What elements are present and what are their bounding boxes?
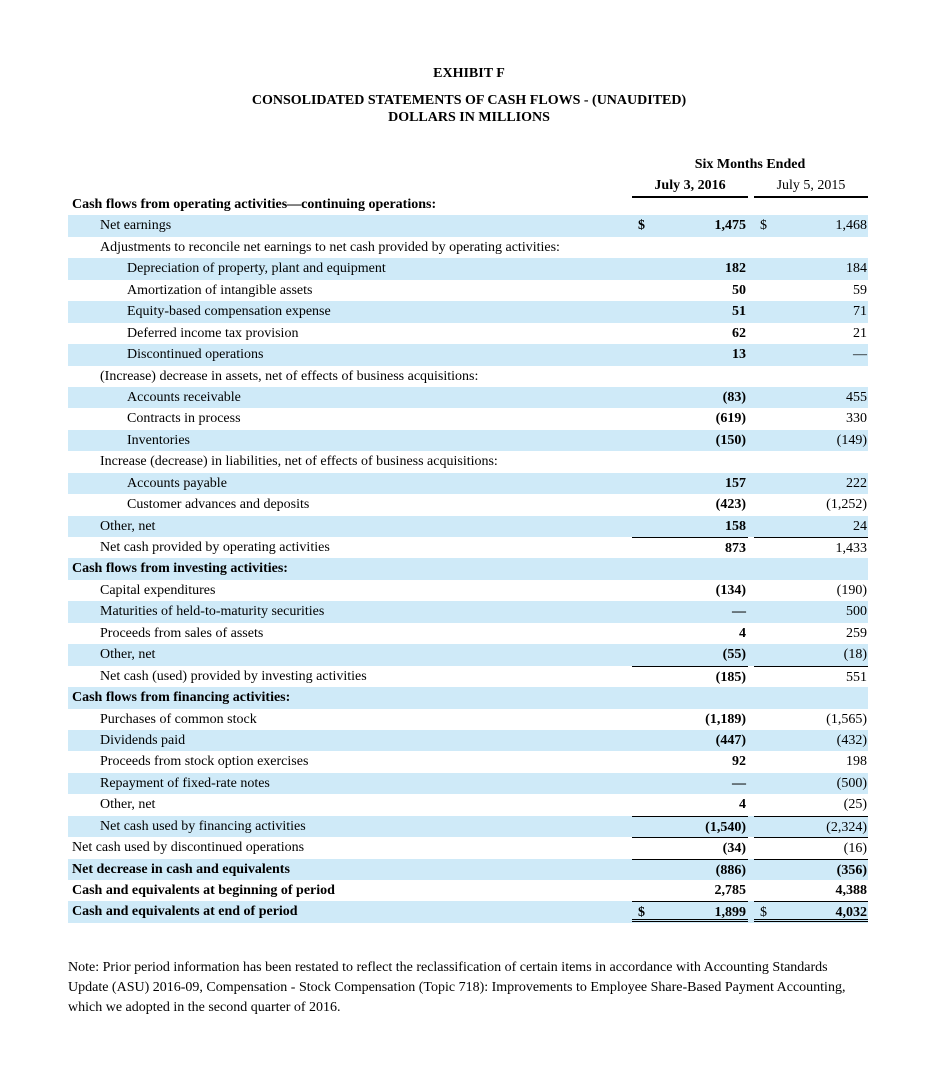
value-2016: (1,540) bbox=[705, 819, 746, 835]
cell-2016 bbox=[632, 816, 748, 837]
table-row bbox=[68, 494, 868, 515]
table-row bbox=[68, 558, 868, 579]
row-label: Equity-based compensation expense bbox=[127, 304, 331, 320]
table-row bbox=[68, 323, 868, 344]
row-label: Net cash used by financing activities bbox=[100, 818, 306, 834]
value-2016: 182 bbox=[725, 261, 746, 277]
currency-symbol: $ bbox=[760, 905, 767, 921]
row-label: Maturities of held-to-maturity securities bbox=[100, 604, 325, 620]
cell-2015 bbox=[754, 794, 868, 815]
value-2016: 4 bbox=[739, 625, 746, 641]
cell-2016 bbox=[632, 794, 748, 815]
value-2015: (432) bbox=[836, 732, 867, 748]
cell-2015 bbox=[754, 344, 868, 365]
cell-2015 bbox=[754, 773, 868, 794]
statement-subtitle: DOLLARS IN MILLIONS bbox=[388, 110, 550, 125]
value-2016: (447) bbox=[715, 732, 746, 748]
table-row bbox=[68, 687, 868, 708]
cell-2015 bbox=[754, 901, 868, 922]
cell-2015 bbox=[754, 430, 868, 451]
value-2016: 2,785 bbox=[714, 883, 746, 898]
value-2016: — bbox=[732, 604, 746, 620]
value-2016: (886) bbox=[715, 862, 746, 878]
table-row bbox=[68, 751, 868, 772]
value-2015: 71 bbox=[853, 304, 867, 320]
value-2015: 21 bbox=[853, 325, 867, 341]
cell-2015 bbox=[754, 880, 868, 901]
cell-2015 bbox=[754, 301, 868, 322]
value-2015: 1,433 bbox=[835, 541, 867, 556]
value-2016: 1,475 bbox=[714, 218, 746, 234]
cell-2015 bbox=[754, 837, 868, 858]
row-label: Proceeds from stock option exercises bbox=[100, 754, 309, 770]
row-label: Capital expenditures bbox=[100, 582, 216, 598]
currency-symbol: $ bbox=[638, 905, 645, 921]
row-label: Purchases of common stock bbox=[100, 711, 257, 727]
table-row bbox=[68, 473, 868, 494]
row-label: Discontinued operations bbox=[127, 347, 264, 363]
row-label: (Increase) decrease in assets, net of effects of business acquisitions: bbox=[100, 368, 479, 384]
value-2015: (356) bbox=[836, 862, 867, 878]
table-row bbox=[68, 237, 868, 258]
row-label: Amortization of intangible assets bbox=[127, 282, 313, 298]
row-label: Accounts receivable bbox=[127, 389, 241, 405]
row-label: Proceeds from sales of assets bbox=[100, 625, 264, 641]
row-label: Increase (decrease) in liabilities, net of effects of business acquisitions: bbox=[100, 454, 498, 470]
table-row bbox=[68, 408, 868, 429]
cell-2016 bbox=[632, 516, 748, 537]
cell-2015 bbox=[754, 666, 868, 687]
row-label: Net cash (used) provided by investing activities bbox=[100, 668, 367, 684]
table-row bbox=[68, 344, 868, 365]
value-2016: (83) bbox=[722, 389, 746, 405]
exhibit-label: EXHIBIT F bbox=[433, 66, 505, 81]
table-row bbox=[68, 794, 868, 815]
cell-2016 bbox=[632, 709, 748, 730]
table-row bbox=[68, 215, 868, 236]
row-label: Cash flows from financing activities: bbox=[72, 690, 291, 706]
value-2016: (423) bbox=[715, 497, 746, 513]
table-row bbox=[68, 709, 868, 730]
value-2016: (134) bbox=[715, 582, 746, 598]
value-2015: (1,252) bbox=[826, 497, 867, 513]
value-2016: 4 bbox=[739, 797, 746, 813]
table-row bbox=[68, 301, 868, 322]
table-row bbox=[68, 644, 868, 665]
value-2016: 873 bbox=[725, 541, 746, 556]
cell-2016 bbox=[632, 880, 748, 901]
row-label: Contracts in process bbox=[127, 411, 241, 427]
table-row bbox=[68, 816, 868, 837]
value-2015: 4,032 bbox=[835, 905, 867, 921]
value-2015: 259 bbox=[846, 625, 867, 641]
cell-2016 bbox=[632, 323, 748, 344]
value-2015: (500) bbox=[836, 775, 867, 791]
value-2015: 500 bbox=[846, 604, 867, 620]
cell-2016 bbox=[632, 473, 748, 494]
cell-2015 bbox=[754, 473, 868, 494]
cell-2016 bbox=[632, 773, 748, 794]
table-row bbox=[68, 666, 868, 687]
row-label: Net cash used by discontinued operations bbox=[72, 840, 305, 856]
cell-2016 bbox=[632, 301, 748, 322]
value-2015: 184 bbox=[846, 261, 867, 277]
row-label: Inventories bbox=[127, 432, 190, 448]
value-2016: 92 bbox=[732, 754, 746, 770]
cell-2015 bbox=[754, 280, 868, 301]
cell-2015 bbox=[754, 816, 868, 837]
row-label: Cash and equivalents at beginning of period bbox=[72, 883, 335, 898]
row-label: Other, net bbox=[100, 518, 156, 534]
cell-2015 bbox=[754, 408, 868, 429]
row-label: Net earnings bbox=[100, 218, 172, 234]
cell-2015 bbox=[754, 537, 868, 558]
table-row bbox=[68, 880, 868, 901]
cell-2016 bbox=[632, 344, 748, 365]
cell-2015 bbox=[754, 751, 868, 772]
cell-2016 bbox=[632, 666, 748, 687]
value-2016: 13 bbox=[732, 347, 746, 363]
cell-2016 bbox=[632, 601, 748, 622]
table-row bbox=[68, 773, 868, 794]
row-label: Adjustments to reconcile net earnings to net cash provided by operating activities: bbox=[100, 239, 560, 255]
value-2015: 1,468 bbox=[835, 218, 867, 234]
cell-2016 bbox=[632, 580, 748, 601]
cell-2016 bbox=[632, 730, 748, 751]
row-label: Accounts payable bbox=[127, 475, 227, 491]
cell-2016 bbox=[632, 537, 748, 558]
cell-2016 bbox=[632, 837, 748, 858]
table-row bbox=[68, 859, 868, 880]
table-row bbox=[68, 387, 868, 408]
table-row bbox=[68, 730, 868, 751]
table-row bbox=[68, 516, 868, 537]
cell-2015 bbox=[754, 623, 868, 644]
value-2016: 157 bbox=[725, 475, 746, 491]
row-label: Net decrease in cash and equivalents bbox=[72, 861, 290, 877]
cell-2015 bbox=[754, 859, 868, 880]
value-2016: — bbox=[732, 775, 746, 791]
row-label: Dividends paid bbox=[100, 732, 186, 748]
column-header-2015: July 5, 2015 bbox=[754, 178, 868, 198]
cell-2016 bbox=[632, 751, 748, 772]
period-heading: Six Months Ended bbox=[694, 157, 806, 172]
cash-flow-table bbox=[68, 194, 868, 923]
table-row bbox=[68, 537, 868, 558]
cell-2015 bbox=[754, 323, 868, 344]
table-row bbox=[68, 280, 868, 301]
value-2015: 24 bbox=[853, 518, 867, 534]
currency-symbol: $ bbox=[760, 218, 767, 234]
value-2016: (34) bbox=[722, 841, 746, 857]
row-label: Cash and equivalents at end of period bbox=[72, 904, 298, 920]
table-row bbox=[68, 580, 868, 601]
row-label: Customer advances and deposits bbox=[127, 497, 310, 513]
cell-2016 bbox=[632, 644, 748, 665]
value-2016: (55) bbox=[722, 647, 746, 663]
cell-2016 bbox=[632, 859, 748, 880]
table-row bbox=[68, 901, 868, 922]
table-row bbox=[68, 194, 868, 215]
cell-2015 bbox=[754, 709, 868, 730]
value-2016: 158 bbox=[725, 518, 746, 534]
footnote: Note: Prior period information has been restated to reflect the reclassification of certain items in accordance with Accounting Standards Update (ASU) 2016-09, Compensation - Stock Compensation (Topic 718): Improvements to Employee Share-Based Payment Accounting, which we adopted in the second quarter of 2016. bbox=[68, 960, 846, 1015]
column-header-2016: July 3, 2016 bbox=[632, 178, 748, 198]
value-2016: 50 bbox=[732, 282, 746, 298]
cell-2015 bbox=[754, 730, 868, 751]
row-label: Cash flows from operating activities—continuing operations: bbox=[72, 197, 437, 212]
cell-2016 bbox=[632, 258, 748, 279]
cell-2016 bbox=[632, 408, 748, 429]
row-label: Other, net bbox=[100, 797, 156, 813]
value-2015: 198 bbox=[846, 754, 867, 770]
value-2015: (25) bbox=[843, 797, 867, 813]
statement-title: CONSOLIDATED STATEMENTS OF CASH FLOWS - (UNAUDITED) bbox=[251, 93, 687, 108]
cell-2015 bbox=[754, 494, 868, 515]
value-2016: 51 bbox=[732, 304, 746, 320]
cell-2015 bbox=[754, 644, 868, 665]
value-2015: (190) bbox=[836, 582, 867, 598]
row-label: Repayment of fixed-rate notes bbox=[100, 775, 270, 791]
table-row bbox=[68, 601, 868, 622]
value-2015: (149) bbox=[836, 432, 867, 448]
value-2015: (1,565) bbox=[826, 711, 867, 727]
value-2015: 59 bbox=[853, 282, 867, 298]
table-row bbox=[68, 258, 868, 279]
value-2016: (1,189) bbox=[705, 711, 746, 727]
value-2015: 330 bbox=[846, 411, 867, 427]
cell-2016 bbox=[632, 430, 748, 451]
row-label: Other, net bbox=[100, 647, 156, 663]
cell-2015 bbox=[754, 387, 868, 408]
cell-2016 bbox=[632, 387, 748, 408]
table-row bbox=[68, 451, 868, 472]
cell-2015 bbox=[754, 580, 868, 601]
table-row bbox=[68, 430, 868, 451]
table-row bbox=[68, 366, 868, 387]
row-label: Depreciation of property, plant and equipment bbox=[127, 261, 386, 277]
row-label: Cash flows from investing activities: bbox=[72, 561, 288, 577]
cell-2016 bbox=[632, 280, 748, 301]
value-2016: (619) bbox=[715, 411, 746, 427]
cell-2016 bbox=[632, 494, 748, 515]
value-2016: 62 bbox=[732, 325, 746, 341]
value-2015: 551 bbox=[846, 669, 867, 685]
value-2015: (16) bbox=[843, 841, 867, 857]
table-row bbox=[68, 837, 868, 858]
row-label: Net cash provided by operating activities bbox=[100, 540, 330, 555]
value-2015: (2,324) bbox=[826, 819, 867, 835]
cell-2016 bbox=[632, 623, 748, 644]
value-2015: 222 bbox=[846, 475, 867, 491]
table-row bbox=[68, 623, 868, 644]
cell-2015 bbox=[754, 601, 868, 622]
currency-symbol: $ bbox=[638, 218, 645, 234]
value-2016: (185) bbox=[715, 669, 746, 685]
cell-2016 bbox=[632, 215, 748, 236]
row-label: Deferred income tax provision bbox=[127, 325, 299, 341]
value-2015: (18) bbox=[843, 647, 867, 663]
value-2015: — bbox=[853, 347, 867, 363]
value-2016: 1,899 bbox=[714, 905, 746, 921]
cell-2015 bbox=[754, 516, 868, 537]
value-2015: 4,388 bbox=[835, 883, 867, 898]
cell-2015 bbox=[754, 258, 868, 279]
value-2016: (150) bbox=[715, 432, 746, 448]
cell-2016 bbox=[632, 901, 748, 922]
cell-2015 bbox=[754, 215, 868, 236]
value-2015: 455 bbox=[846, 389, 867, 405]
